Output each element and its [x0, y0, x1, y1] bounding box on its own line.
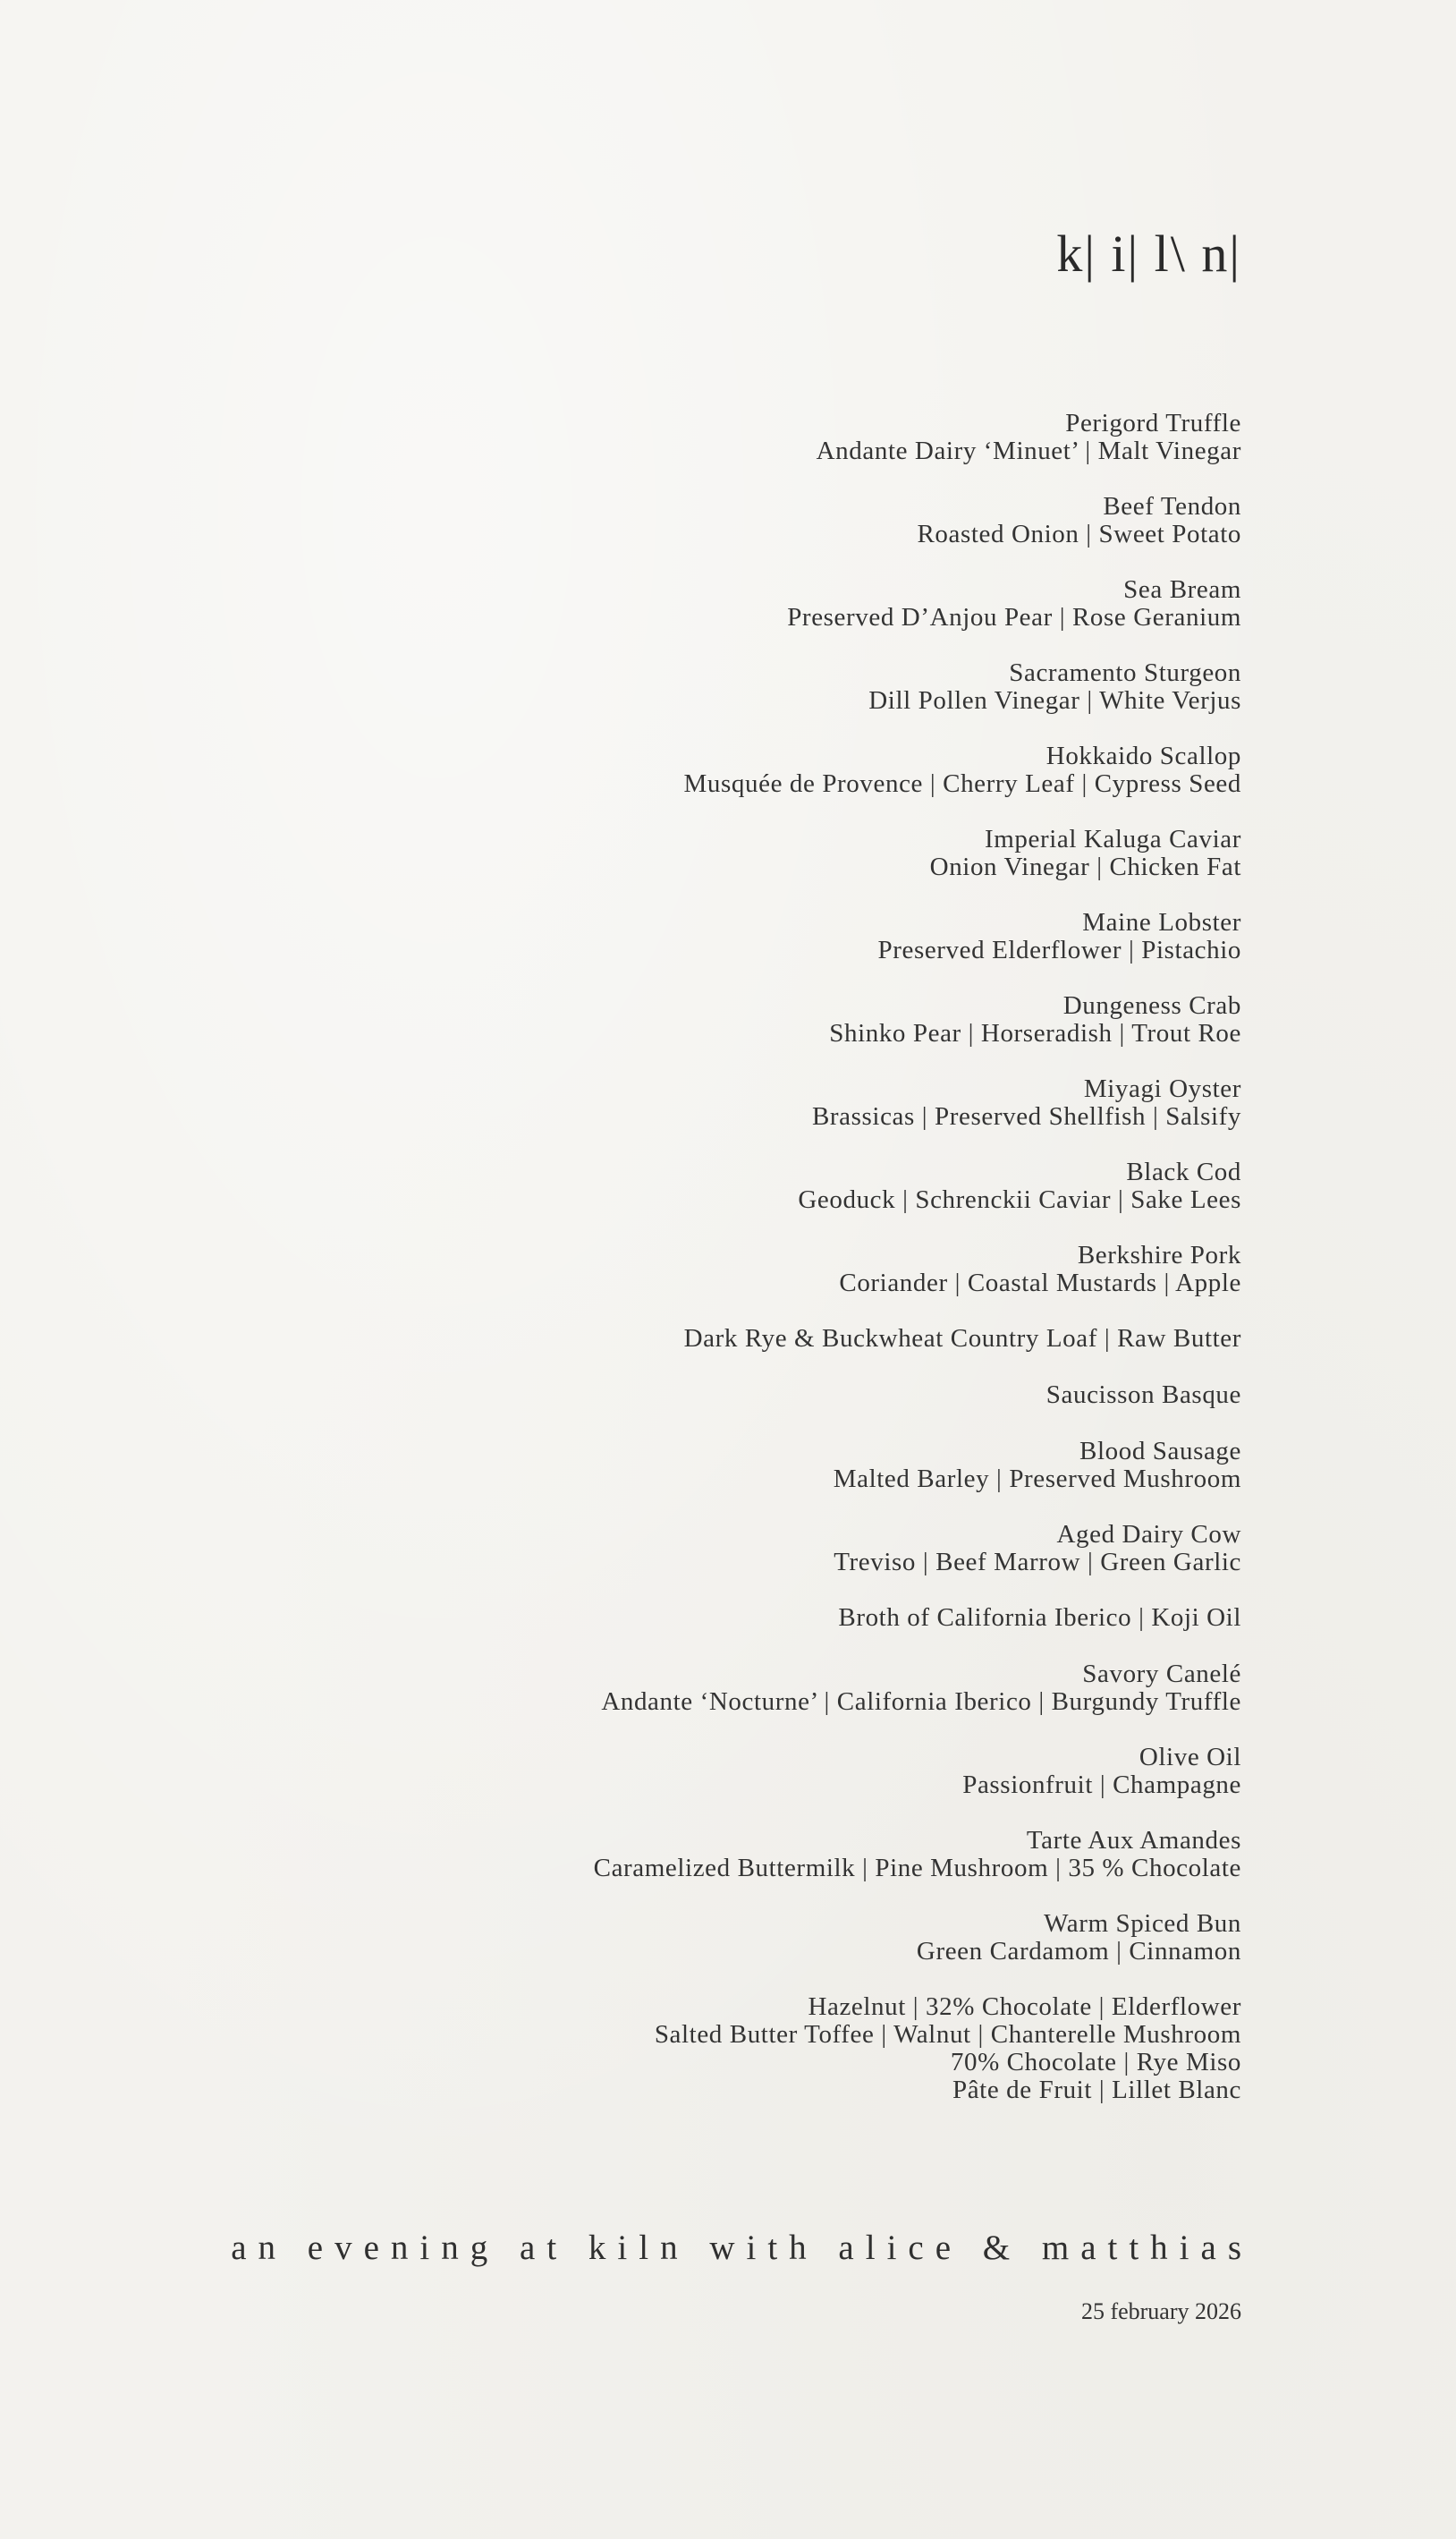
course-components: Green Cardamom | Cinnamon	[916, 1937, 1241, 1966]
menu-course	[168, 1159, 1241, 1214]
menu-course	[168, 1993, 1241, 2104]
course-title: Broth of California Iberico | Koji Oil	[838, 1603, 1241, 1632]
course-title: Savory Canelé	[1082, 1660, 1241, 1688]
course-title: Dungeness Crab	[1062, 991, 1241, 1020]
menu-course	[168, 1827, 1241, 1882]
course-title: Tarte Aux Amandes	[1026, 1826, 1241, 1855]
course-title: Warm Spiced Bun	[1044, 1909, 1241, 1938]
course-components: Andante ‘Nocturne’ | California Iberico | Burgundy Truffle	[601, 1687, 1241, 1716]
course-components: Andante Dairy ‘Minuet’ | Malt Vinegar	[816, 437, 1241, 465]
course-title: Miyagi Oyster	[1083, 1074, 1241, 1103]
course-title: Black Cod	[1126, 1158, 1241, 1186]
menu-course	[168, 909, 1241, 964]
menu-course	[168, 659, 1241, 715]
menu-course	[168, 1242, 1241, 1297]
menu-course	[168, 992, 1241, 1048]
course-components: Caramelized Buttermilk | Pine Mushroom | 35 % Chocolate	[593, 1854, 1241, 1882]
course-components: 70% Chocolate | Rye Miso	[950, 2048, 1241, 2076]
course-components: Onion Vinegar | Chicken Fat	[929, 853, 1241, 881]
course-components: Roasted Onion | Sweet Potato	[917, 520, 1241, 548]
menu-course	[168, 1660, 1241, 1716]
menu-course	[168, 576, 1241, 632]
menu-course	[168, 1910, 1241, 1966]
event-tagline: an evening at kiln with alice & matthias	[231, 2229, 1253, 2267]
course-title: Maine Lobster	[1082, 908, 1241, 937]
course-components: Brassicas | Preserved Shellfish | Salsify	[811, 1102, 1241, 1131]
course-components: Treviso | Beef Marrow | Green Garlic	[834, 1548, 1241, 1576]
course-components: Dill Pollen Vinegar | White Verjus	[868, 686, 1241, 715]
course-title: Olive Oil	[1139, 1743, 1241, 1771]
restaurant-logo: k| i| l\ n|	[1056, 225, 1241, 283]
menu-course	[168, 1438, 1241, 1493]
menu-course	[168, 1325, 1241, 1353]
course-components: Shinko Pear | Horseradish | Trout Roe	[829, 1019, 1241, 1048]
menu-course	[168, 410, 1241, 465]
tasting-menu	[168, 410, 1241, 2132]
event-date: 25 february 2026	[1080, 2298, 1241, 2324]
course-title: Hazelnut | 32% Chocolate | Elderflower	[808, 1992, 1241, 2021]
course-title: Hokkaido Scallop	[1045, 742, 1241, 770]
menu-course	[168, 1075, 1241, 1131]
course-components: Preserved D’Anjou Pear | Rose Geranium	[787, 603, 1241, 632]
course-title: Beef Tendon	[1103, 492, 1241, 521]
course-title: Blood Sausage	[1079, 1437, 1241, 1465]
course-title: Aged Dairy Cow	[1056, 1520, 1241, 1549]
course-title: Dark Rye & Buckwheat Country Loaf | Raw Butter	[683, 1324, 1241, 1353]
course-components: Geoduck | Schrenckii Caviar | Sake Lees	[798, 1185, 1241, 1214]
course-components: Coriander | Coastal Mustards | Apple	[839, 1269, 1241, 1297]
course-components: Pâte de Fruit | Lillet Blanc	[952, 2076, 1241, 2104]
menu-course	[168, 1744, 1241, 1799]
course-components: Salted Butter Toffee | Walnut | Chanterelle Mushroom	[654, 2020, 1241, 2049]
course-components: Passionfruit | Champagne	[962, 1771, 1241, 1799]
menu-course	[168, 826, 1241, 881]
menu-course	[168, 743, 1241, 798]
course-components: Musquée de Provence | Cherry Leaf | Cypress Seed	[683, 769, 1241, 798]
course-components: Malted Barley | Preserved Mushroom	[833, 1465, 1241, 1493]
menu-course	[168, 1604, 1241, 1632]
menu-course	[168, 1521, 1241, 1576]
course-title: Perigord Truffle	[1065, 409, 1241, 437]
course-title: Sea Bream	[1123, 575, 1241, 604]
course-components: Preserved Elderflower | Pistachio	[877, 936, 1241, 964]
course-title: Sacramento Sturgeon	[1009, 658, 1241, 687]
course-title: Imperial Kaluga Caviar	[985, 825, 1241, 853]
course-title: Berkshire Pork	[1077, 1241, 1241, 1270]
course-title: Saucisson Basque	[1045, 1380, 1241, 1409]
menu-course	[168, 1381, 1241, 1409]
menu-course	[168, 493, 1241, 548]
